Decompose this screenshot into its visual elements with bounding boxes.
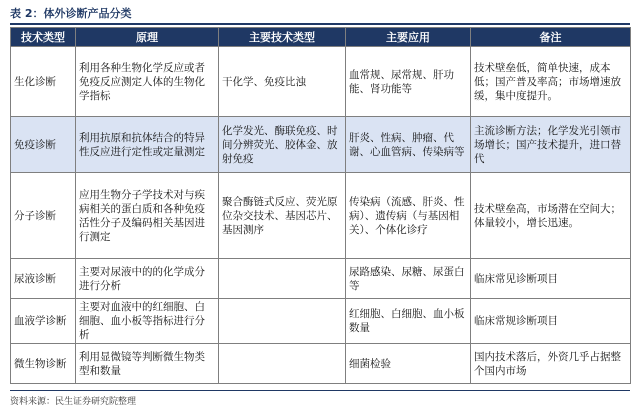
cell-type: 尿液诊断: [11, 259, 76, 299]
table-row: [11, 259, 631, 299]
cell-principle: 利用各种生物化学反应或者免疫反应测定人体的生物化学指标: [76, 47, 219, 117]
cell-note: 临床常规诊断项目: [471, 299, 631, 344]
bottom-rule: [10, 390, 630, 391]
cell-tech: [219, 259, 346, 299]
cell-principle: 主要对血液中的红细胞、白细胞、血小板等指标进行分析: [76, 299, 219, 344]
cell-application: 红细胞、白细胞、血小板数量: [346, 299, 471, 344]
cell-application: 血常规、尿常规、肝功能、肾功能等: [346, 47, 471, 117]
cell-type: 免疫诊断: [11, 117, 76, 173]
cell-note: 国内技术落后，外资几乎占据整个国内市场: [471, 344, 631, 384]
cell-note: 临床常见诊断项目: [471, 259, 631, 299]
table-row: [11, 173, 631, 259]
header-tech: 主要技术类型: [219, 28, 346, 47]
ivd-classification-table: [10, 27, 631, 384]
cell-principle: 主要对尿液中的的化学成分进行分析: [76, 259, 219, 299]
table-caption: 表 2：体外诊断产品分类: [10, 7, 132, 20]
cell-type: 分子诊断: [11, 173, 76, 259]
header-application: 主要应用: [346, 28, 471, 47]
table-row: [11, 299, 631, 344]
header-type: 技术类型: [11, 28, 76, 47]
table-row: [11, 47, 631, 117]
cell-note: 技术壁垒低，简单快速，成本低；国产普及率高；市场增速放缓，集中度提升。: [471, 47, 631, 117]
cell-tech: 聚合酶链式反应、荧光原位杂交技术、基因芯片、基因测序: [219, 173, 346, 259]
cell-type: 微生物诊断: [11, 344, 76, 384]
header-note: 备注: [471, 28, 631, 47]
header-row: [11, 28, 631, 47]
cell-type: 血液学诊断: [11, 299, 76, 344]
cell-tech: 化学发光、酶联免疫、时间分辨荧光、胶体金、放射免疫: [219, 117, 346, 173]
table-row: [11, 117, 631, 173]
cell-note: 技术壁垒高，市场潜在空间大；体量较小，增长迅速。: [471, 173, 631, 259]
cell-note: 主流诊断方法；化学发光引领市场增长；国产技术提升，进口替代: [471, 117, 631, 173]
header-principle: 原理: [76, 28, 219, 47]
cell-type: 生化诊断: [11, 47, 76, 117]
cell-application: 尿路感染、尿糖、尿蛋白等: [346, 259, 471, 299]
cell-tech: [219, 299, 346, 344]
cell-tech: [219, 344, 346, 384]
top-rule: [10, 23, 630, 25]
cell-principle: 应用生物分子学技术对与疾病相关的蛋白质和各种免疫活性分子及编码相关基因进行测定: [76, 173, 219, 259]
table-row: [11, 344, 631, 384]
cell-principle: 利用显微镜等判断微生物类型和数量: [76, 344, 219, 384]
cell-principle: 利用抗原和抗体结合的特异性反应进行定性或定量测定: [76, 117, 219, 173]
cell-application: 细菌检验: [346, 344, 471, 384]
cell-application: 传染病（流感、肝炎、性病）、遗传病（与基因相关）、个体化诊疗: [346, 173, 471, 259]
source-note: 资料来源：民生证券研究院整理: [10, 397, 137, 407]
cell-tech: 干化学、免疫比浊: [219, 47, 346, 117]
cell-application: 肝炎、性病、肿瘤、代谢、心血管病、传染病等: [346, 117, 471, 173]
